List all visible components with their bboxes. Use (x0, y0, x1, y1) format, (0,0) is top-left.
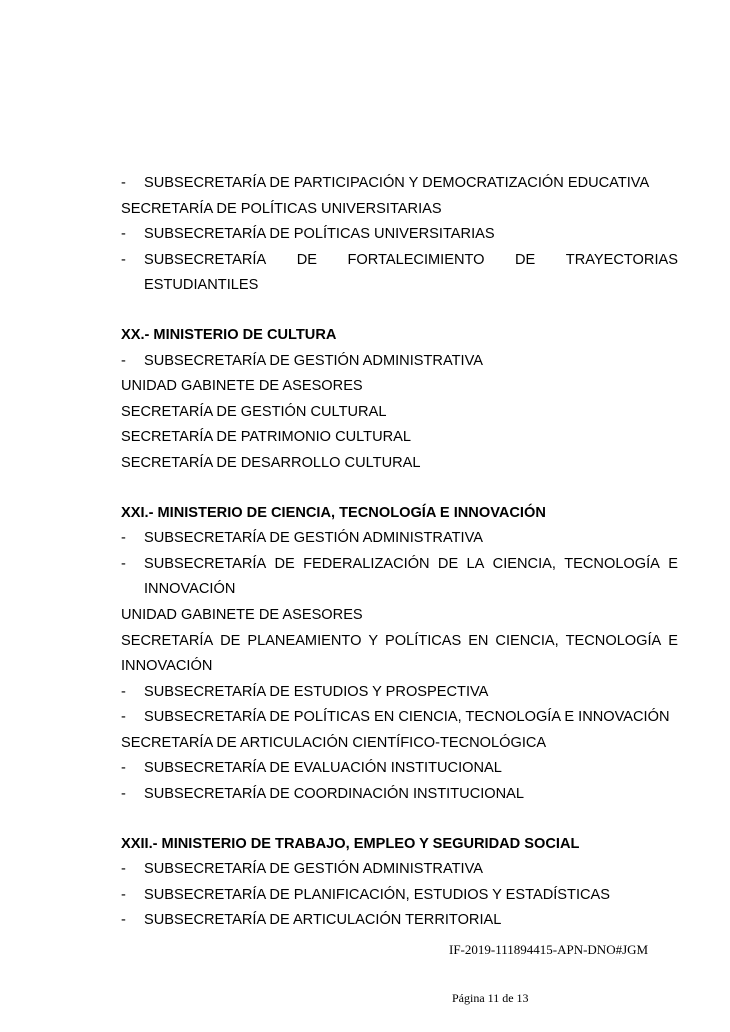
line-text: INNOVACIÓN (121, 658, 213, 675)
line-text: SUBSECRETARÍA DE COORDINACIÓN INSTITUCIONAL (144, 786, 525, 803)
line-text: UNIDAD GABINETE DE ASESORES (121, 378, 363, 395)
bullet-dash: - (121, 175, 126, 191)
bullet-dash: - (121, 555, 126, 572)
text-line (121, 577, 678, 603)
line-text: UNIDAD GABINETE DE ASESORES (121, 606, 363, 623)
list-item (121, 680, 678, 706)
list-item (121, 171, 678, 197)
line-text: XX.- MINISTERIO DE CULTURA (121, 326, 337, 343)
line-text: XXII.- MINISTERIO DE TRABAJO, EMPLEO Y SEGURIDAD SOCIAL (121, 835, 580, 852)
bullet-dash: - (121, 226, 126, 243)
list-item (121, 349, 678, 375)
text-line (121, 425, 678, 451)
list-item (121, 857, 678, 883)
bullet-dash: - (121, 530, 126, 547)
text-line (121, 629, 678, 655)
line-text: SUBSECRETARÍA DE POLÍTICAS UNIVERSITARIAS (144, 226, 495, 243)
text-line (121, 603, 678, 629)
line-text: SUBSECRETARÍA DE GESTIÓN ADMINISTRATIVA (144, 861, 483, 878)
list-item (121, 908, 678, 934)
text-line (121, 731, 678, 757)
list-item (121, 248, 678, 274)
section-heading (121, 832, 678, 858)
line-text: SUBSECRETARÍA DE PARTICIPACIÓN Y DEMOCRATIZACIÓN EDUCATIVA (144, 175, 650, 191)
justified-text: SUBSECRETARÍA DE FEDERALIZACIÓN DE LA CIENCIA, TECNOLOGÍA E (144, 555, 678, 572)
line-text: INNOVACIÓN (144, 581, 236, 598)
justified-text: SECRETARÍA DE PLANEAMIENTO Y POLÍTICAS EN CIENCIA, TECNOLOGÍA E (121, 632, 678, 649)
list-item (121, 222, 678, 248)
list-item (121, 526, 678, 552)
section-gap (121, 808, 678, 832)
list-item (121, 883, 678, 909)
page-number: Página 11 de 13 (452, 991, 529, 1005)
section-gap (121, 299, 678, 323)
document-code: IF-2019-111894415-APN-DNO#JGM (449, 942, 649, 957)
text-line (121, 197, 678, 223)
line-text: SECRETARÍA DE DESARROLLO CULTURAL (121, 454, 421, 471)
list-item (121, 756, 678, 782)
line-text: XXI.- MINISTERIO DE CIENCIA, TECNOLOGÍA E INNOVACIÓN (121, 504, 546, 521)
line-text: SECRETARÍA DE ARTICULACIÓN CIENTÍFICO-TECNOLÓGICA (121, 734, 547, 751)
line-text: SUBSECRETARÍA DE EVALUACIÓN INSTITUCIONAL (144, 760, 502, 777)
bullet-dash: - (121, 251, 126, 268)
text-line (121, 374, 678, 400)
line-text: SECRETARÍA DE GESTIÓN CULTURAL (121, 403, 387, 420)
line-text: SUBSECRETARÍA DE PLANIFICACIÓN, ESTUDIOS Y ESTADÍSTICAS (144, 886, 611, 903)
bullet-dash: - (121, 352, 126, 369)
bullet-dash: - (121, 786, 126, 803)
section-heading (121, 501, 678, 527)
line-text: SUBSECRETARÍA DE GESTIÓN ADMINISTRATIVA (144, 530, 483, 547)
bullet-dash: - (121, 886, 126, 903)
bullet-dash: - (121, 912, 126, 929)
text-line (121, 451, 678, 477)
line-text: ESTUDIANTILES (144, 277, 259, 294)
section-gap (121, 477, 678, 501)
line-text: SUBSECRETARÍA DE ARTICULACIÓN TERRITORIAL (144, 912, 502, 929)
document-body (121, 171, 678, 934)
list-item (121, 705, 678, 731)
line-text: SECRETARÍA DE POLÍTICAS UNIVERSITARIAS (121, 200, 442, 217)
bullet-dash: - (121, 861, 126, 878)
bullet-dash: - (121, 760, 126, 777)
bullet-dash: - (121, 683, 126, 700)
line-text: SUBSECRETARÍA DE POLÍTICAS EN CIENCIA, TECNOLOGÍA E INNOVACIÓN (144, 709, 670, 726)
text-line (121, 400, 678, 426)
justified-text: SUBSECRETARÍA DE FORTALECIMIENTO DE TRAYECTORIAS (144, 251, 678, 268)
line-text: SECRETARÍA DE PATRIMONIO CULTURAL (121, 429, 412, 446)
bullet-dash: - (121, 709, 126, 726)
line-text: SUBSECRETARÍA DE ESTUDIOS Y PROSPECTIVA (144, 683, 489, 700)
line-text: SUBSECRETARÍA DE GESTIÓN ADMINISTRATIVA (144, 352, 483, 369)
text-line (121, 654, 678, 680)
section-heading (121, 323, 678, 349)
text-line (121, 273, 678, 299)
list-item (121, 782, 678, 808)
list-item (121, 552, 678, 578)
